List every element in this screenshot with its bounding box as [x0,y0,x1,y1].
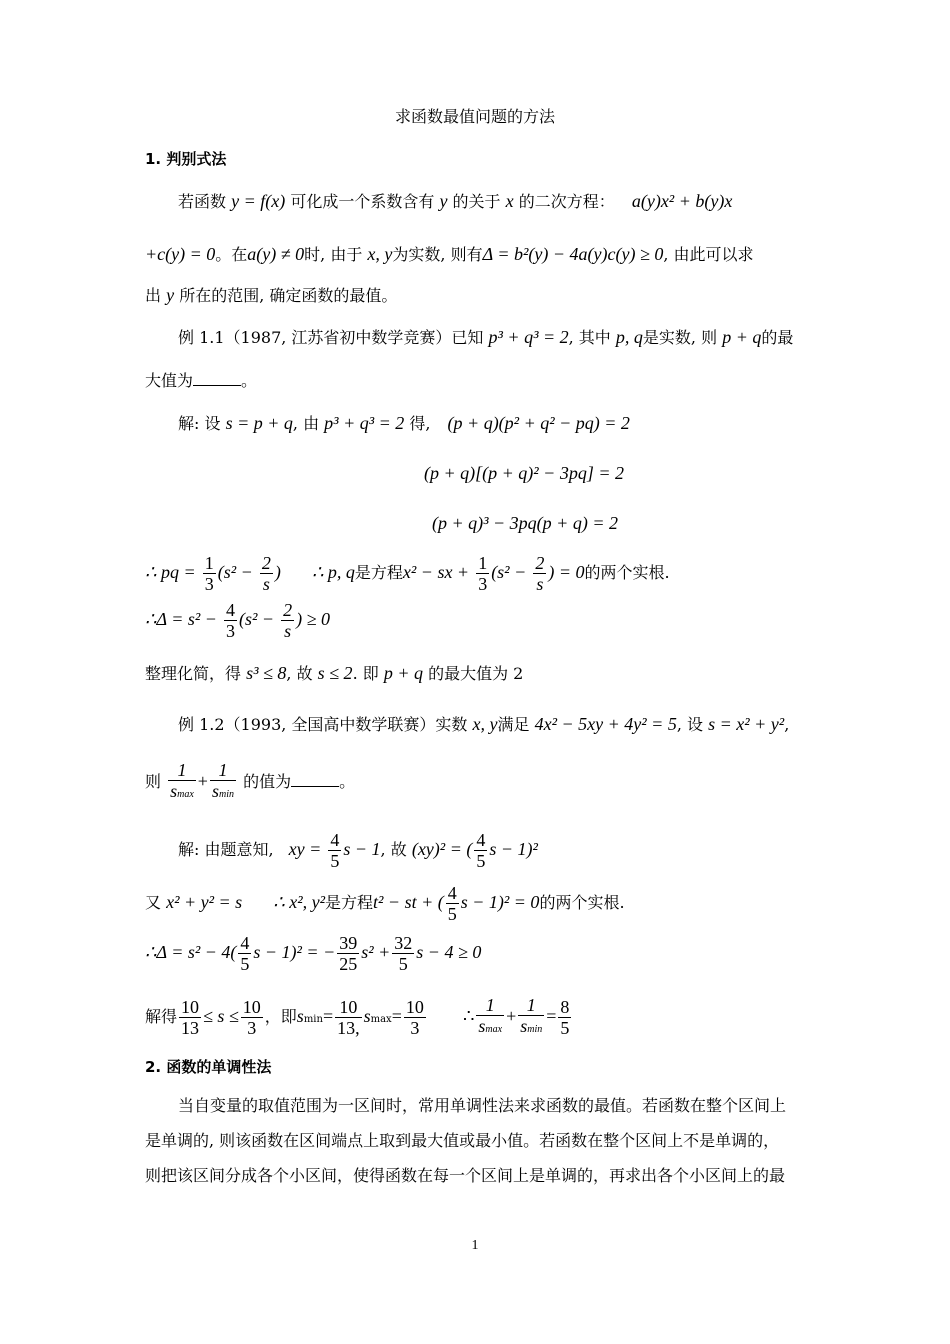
text: , 其中 [568,328,611,347]
example-label: 例 1.1（1987, 江苏省初中数学竞赛）已知 [178,328,484,347]
math: a(y)x² + b(y)x [631,191,733,211]
text: , 故 [286,664,313,683]
fraction [533,553,546,594]
math: y [166,285,175,305]
subscript: min [218,789,234,800]
fraction [335,997,362,1038]
numerator: 32 [394,933,413,953]
fraction [446,883,459,924]
text: 的关于 [452,192,501,211]
example-1-discriminant-line [145,600,330,641]
numerator: 10 [335,997,362,1018]
text: 。在 [215,245,248,264]
denominator: 5 [447,904,457,924]
text: 出 [145,286,162,305]
math: (xy)² = ( [411,839,473,859]
math: s³ ≤ 8 [246,663,287,683]
variable: s [520,1016,528,1036]
math: p³ + q³ = 2 [324,413,405,433]
numerator: 4 [240,933,250,953]
text: 解: 由题意知, [178,840,274,859]
denominator: 25 [339,954,358,974]
denominator: s [536,574,544,594]
text: 是方程 [354,563,403,582]
text: 满足 [497,715,530,734]
denominator: s [262,574,270,594]
text: . 即 [352,664,379,683]
numerator: 1 [204,553,214,573]
denominator: 5 [476,851,486,871]
math: y = f(x) [231,191,286,211]
variable: s [170,781,178,801]
denominator: 13 [181,1018,200,1038]
fraction [241,997,263,1038]
section-2-heading: 2. 函数的单调性法 [145,1058,272,1076]
denominator: 3 [225,621,235,641]
math: (s² − [491,562,527,582]
denominator: 3 [478,574,488,594]
text: 。 [241,371,258,390]
math: ∴ p, q [311,562,355,582]
fraction [210,760,236,805]
fraction [203,553,216,594]
text: , [784,715,790,734]
numerator: 2 [283,600,293,620]
math: x, y [472,714,498,734]
text: 得, [409,414,431,433]
denominator: 5 [398,954,408,974]
numerator: 1 [168,760,196,781]
example-2-discriminant-line [145,933,481,974]
text: 为实数, 则有 [392,245,483,264]
math: s [363,1006,371,1026]
math: = [546,1006,557,1026]
text: , 故 [380,840,407,859]
numerator: 1 [518,995,544,1016]
fraction [392,933,414,974]
subscript: max [177,789,194,800]
fraction [337,933,359,974]
text: 是实数, 则 [642,328,718,347]
math: xy = [288,839,322,859]
example-1-equation-2: (p + q)[(p + q)² − 3pq] = 2 [424,463,624,483]
example-2-statement-line-1 [178,713,789,736]
example-2-conclusion-line [145,995,573,1040]
numerator: 4 [225,600,235,620]
answer-blank [291,772,339,787]
subscript: min [527,1024,543,1035]
text: , 由此可以求 [663,245,754,264]
denominator: 5 [330,851,340,871]
math: (p + q)(p² + q² − pq) = 2 [447,413,630,433]
text: ，即 [264,1007,297,1026]
numerator: 2 [261,553,271,573]
fraction [476,995,504,1040]
numerator: 4 [476,830,486,850]
text: 。 [339,772,356,791]
denominator [210,781,236,805]
fraction [224,600,237,641]
math: s − 1 [343,839,381,859]
denominator [518,1016,544,1040]
math: s − 1)² = − [253,942,336,962]
section-2-paragraph-line-1: 当自变量的取值范围为一区间时，常用单调性法来求函数的最值。若函数在整个区间上 [178,1096,787,1115]
text: 可化成一个系数含有 [290,192,435,211]
math: x² + y² = s [166,892,243,912]
fraction [179,997,201,1038]
text: 整理化简，得 [145,664,242,683]
denominator [476,1016,504,1040]
math: s [296,1006,304,1026]
section-1-paragraph-line-1 [178,190,732,213]
numerator: 4 [447,883,457,903]
math: s − 1)² [489,839,538,859]
text: 的值为 [243,772,292,791]
fraction [404,997,426,1038]
denominator: 3 [247,1018,257,1038]
denominator: 13, [337,1018,360,1038]
numerator: 2 [535,553,545,573]
math: a(y) ≠ 0 [247,244,305,264]
fraction [260,553,273,594]
section-2-paragraph-line-2: 是单调的, 则该函数在区间端点上取到最大值或最小值。若函数在整个区间上不是单调的， [145,1131,780,1150]
fraction [168,760,196,805]
math: ∴Δ = s² − 4( [145,942,237,962]
example-1-statement-line-1 [178,326,793,349]
text: 大值为 [145,371,194,390]
section-2-paragraph-line-3: 则把该区间分成各个小区间，使得函数在每一个区间上是单调的，再求出各个小区间上的最 [145,1166,786,1185]
example-1-conclusion-line [145,662,523,685]
variable: s [211,781,219,801]
math: ) ≥ 0 [296,609,330,629]
math: (s² − [238,609,275,629]
math: (s² − [217,562,253,582]
numerator: 4 [330,830,340,850]
section-1-heading: 1. 判别式法 [145,150,227,168]
subscript: max [370,1014,392,1025]
text: 的最大值为 2 [428,664,524,683]
math: + [506,1006,517,1026]
text: 解: 设 [178,414,221,433]
fraction [238,933,251,974]
math: p + q [722,327,762,347]
text: 的二次方程： [518,192,615,211]
fraction [476,553,489,594]
numerator: 1 [476,995,504,1016]
fraction [328,830,341,871]
math: x [505,191,514,211]
numerator: 39 [339,933,358,953]
math: s = p + q [225,413,293,433]
math: ) [274,562,281,582]
denominator: 5 [240,954,250,974]
example-1-equation-3: (p + q)³ − 3pq(p + q) = 2 [432,513,618,533]
denominator: 3 [204,574,214,594]
text: 的两个实根. [584,563,670,582]
text: 是方程 [325,893,374,912]
math: s = x² + y² [708,714,785,734]
math: s − 4 ≥ 0 [416,942,482,962]
text: 则 [145,772,162,791]
math: s − 1)² = 0 [460,892,540,912]
math: s² + [361,942,391,962]
numerator: 1 [478,553,488,573]
math: = [322,1006,334,1026]
denominator: 5 [560,1018,570,1038]
math: p, q [615,327,643,347]
variable: s [478,1016,486,1036]
text: , 由 [292,414,320,433]
math: Δ = b²(y) − 4a(y)c(y) ≥ 0 [482,244,664,264]
numerator: 1 [210,760,236,781]
page-number: 1 [471,1238,479,1253]
answer-blank [193,371,241,386]
denominator: s [284,621,292,641]
subscript: min [303,1014,323,1025]
math: = [391,1006,402,1026]
math: ∴ [462,1006,475,1026]
fraction [281,600,294,641]
example-1-solution-line-1 [178,412,630,435]
example-2-statement-line-2 [145,760,355,805]
text: , 设 [676,715,704,734]
text: 若函数 [178,192,227,211]
math: ∴ pq = [145,562,196,582]
numerator: 8 [560,997,570,1017]
example-2-solution-line-2 [145,883,625,924]
example-1-statement-line-2 [145,370,257,392]
denominator [168,781,196,805]
text: 的两个实根. [539,893,625,912]
subscript: max [485,1024,503,1035]
math: x, y [367,244,393,264]
math: ≤ s ≤ [203,1006,239,1026]
numerator: 10 [405,997,424,1017]
fraction [474,830,487,871]
math: ∴Δ = s² − [145,609,217,629]
fraction [558,997,571,1038]
math: s ≤ 2 [317,663,353,683]
denominator: 3 [410,1018,420,1038]
example-1-solution-pq-line [145,553,670,594]
numerator: 10 [242,997,261,1017]
math: ) = 0 [548,562,585,582]
example-2-solution-line-1 [178,830,538,871]
example-label: 例 1.2（1993, 全国高中数学联赛）实数 [178,715,468,734]
text: 解得 [145,1007,178,1026]
fraction [518,995,544,1040]
numerator: 10 [181,997,200,1017]
text: 所在的范围, 确定函数的最值。 [179,286,398,305]
math: 4x² − 5xy + 4y² = 5 [534,714,677,734]
math: y [439,191,448,211]
text: 又 [145,893,162,912]
math: p³ + q³ = 2 [488,327,569,347]
text: 的最 [761,328,794,347]
math: ∴ x², y² [273,892,326,912]
section-1-paragraph-line-3 [145,284,397,307]
section-1-paragraph-line-2 [145,243,754,266]
math: x² − sx + [402,562,470,582]
math: +c(y) = 0 [145,244,216,264]
text: 时, 由于 [304,245,363,264]
math: p + q [383,663,423,683]
math: + [197,771,208,791]
page-title: 求函数最值问题的方法 [394,107,555,126]
math: t² − st + ( [373,892,444,912]
